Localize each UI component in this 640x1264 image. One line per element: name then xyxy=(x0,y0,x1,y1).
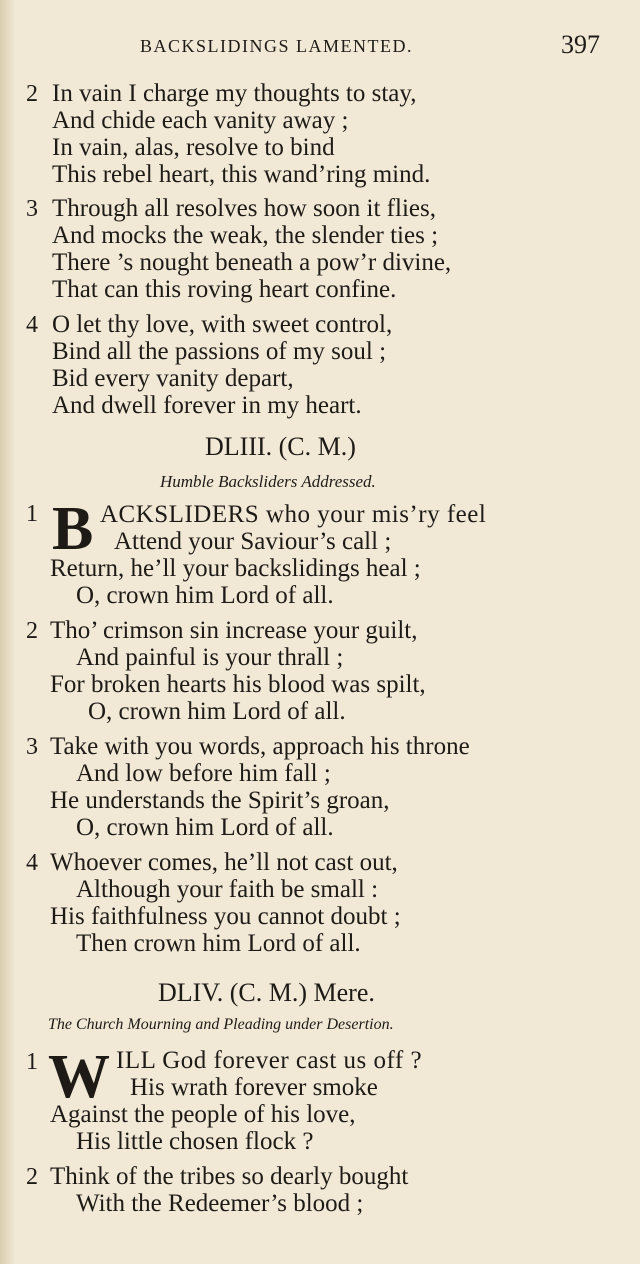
hymn-line: Then crown him Lord of all. xyxy=(76,930,361,957)
stanza-number: 2 xyxy=(26,618,38,644)
hymn-line: Return, he’ll your backslidings heal ; xyxy=(50,555,421,582)
hymn-line: In vain I charge my thoughts to stay, xyxy=(52,80,417,107)
hymn-line: There ’s nought beneath a pow’r divine, xyxy=(52,249,452,276)
hymn-line: And chide each vanity away ; xyxy=(52,107,349,134)
page-gutter xyxy=(0,0,14,1264)
hymn-line: Bind all the passions of my soul ; xyxy=(52,338,387,365)
hymn-line: For broken hearts his blood was spilt, xyxy=(50,671,426,698)
hymn-line: And mocks the weak, the slender ties ; xyxy=(52,222,439,249)
hymn-line: O let thy love, with sweet control, xyxy=(52,311,393,338)
hymn-line: And low before him fall ; xyxy=(76,760,331,787)
stanza-number: 1 xyxy=(26,1049,38,1075)
hymn-line: And painful is your thrall ; xyxy=(76,644,344,671)
hymn-subtitle: Humble Backsliders Addressed. xyxy=(160,472,376,491)
page-number: 397 xyxy=(561,30,600,59)
hymn-line: His little chosen flock ? xyxy=(76,1128,314,1155)
hymn-line: Although your faith be small : xyxy=(76,876,379,903)
stanza-number: 2 xyxy=(26,1164,38,1190)
hymn-line: ILL God forever cast us off ? xyxy=(116,1047,423,1074)
stanza-number: 3 xyxy=(26,734,38,760)
hymn-line: O, crown him Lord of all. xyxy=(88,698,346,725)
hymn-line: Bid every vanity depart, xyxy=(52,365,294,392)
hymn-line: With the Redeemer’s blood ; xyxy=(76,1190,364,1217)
stanza-number: 4 xyxy=(26,312,38,338)
hymn-line: ACKSLIDERS who your mis’ry feel xyxy=(100,501,487,528)
hymn-line: Tho’ crimson sin increase your guilt, xyxy=(50,617,418,644)
hymn-subtitle: The Church Mourning and Pleading under Desertion. xyxy=(48,1016,394,1033)
hymn-line: And dwell forever in my heart. xyxy=(52,392,362,419)
hymn-line: Whoever comes, he’ll not cast out, xyxy=(50,849,398,876)
hymn-line: Against the people of his love, xyxy=(50,1101,356,1128)
hymn-line: O, crown him Lord of all. xyxy=(76,814,334,841)
stanza-number: 3 xyxy=(26,196,38,222)
hymn-title: DLIV. (C. M.) Mere. xyxy=(158,978,375,1007)
hymn-line: Attend your Saviour’s call ; xyxy=(114,528,392,555)
hymn-line: Take with you words, approach his throne xyxy=(50,733,470,760)
hymn-line: O, crown him Lord of all. xyxy=(76,582,334,609)
stanza-number: 2 xyxy=(26,81,38,107)
hymn-line: In vain, alas, resolve to bind xyxy=(52,134,335,161)
hymn-line: This rebel heart, this wand’ring mind. xyxy=(52,161,431,188)
stanza-number: 4 xyxy=(26,850,38,876)
running-title: BACKSLIDINGS LAMENTED. xyxy=(140,36,413,56)
running-head xyxy=(0,30,640,64)
hymn-line: Through all resolves how soon it flies, xyxy=(52,195,436,222)
hymn-line: His wrath forever smoke xyxy=(130,1074,378,1101)
hymn-line: Think of the tribes so dearly bought xyxy=(50,1163,409,1190)
hymn-title: DLIII. (C. M.) xyxy=(205,432,356,461)
stanza-number: 1 xyxy=(26,501,38,527)
hymn-line: His faithfulness you cannot doubt ; xyxy=(50,903,401,930)
drop-cap: W xyxy=(48,1043,110,1111)
hymn-line: That can this roving heart confine. xyxy=(52,276,397,303)
drop-cap: B xyxy=(52,495,94,563)
hymn-line: He understands the Spirit’s groan, xyxy=(50,787,390,814)
